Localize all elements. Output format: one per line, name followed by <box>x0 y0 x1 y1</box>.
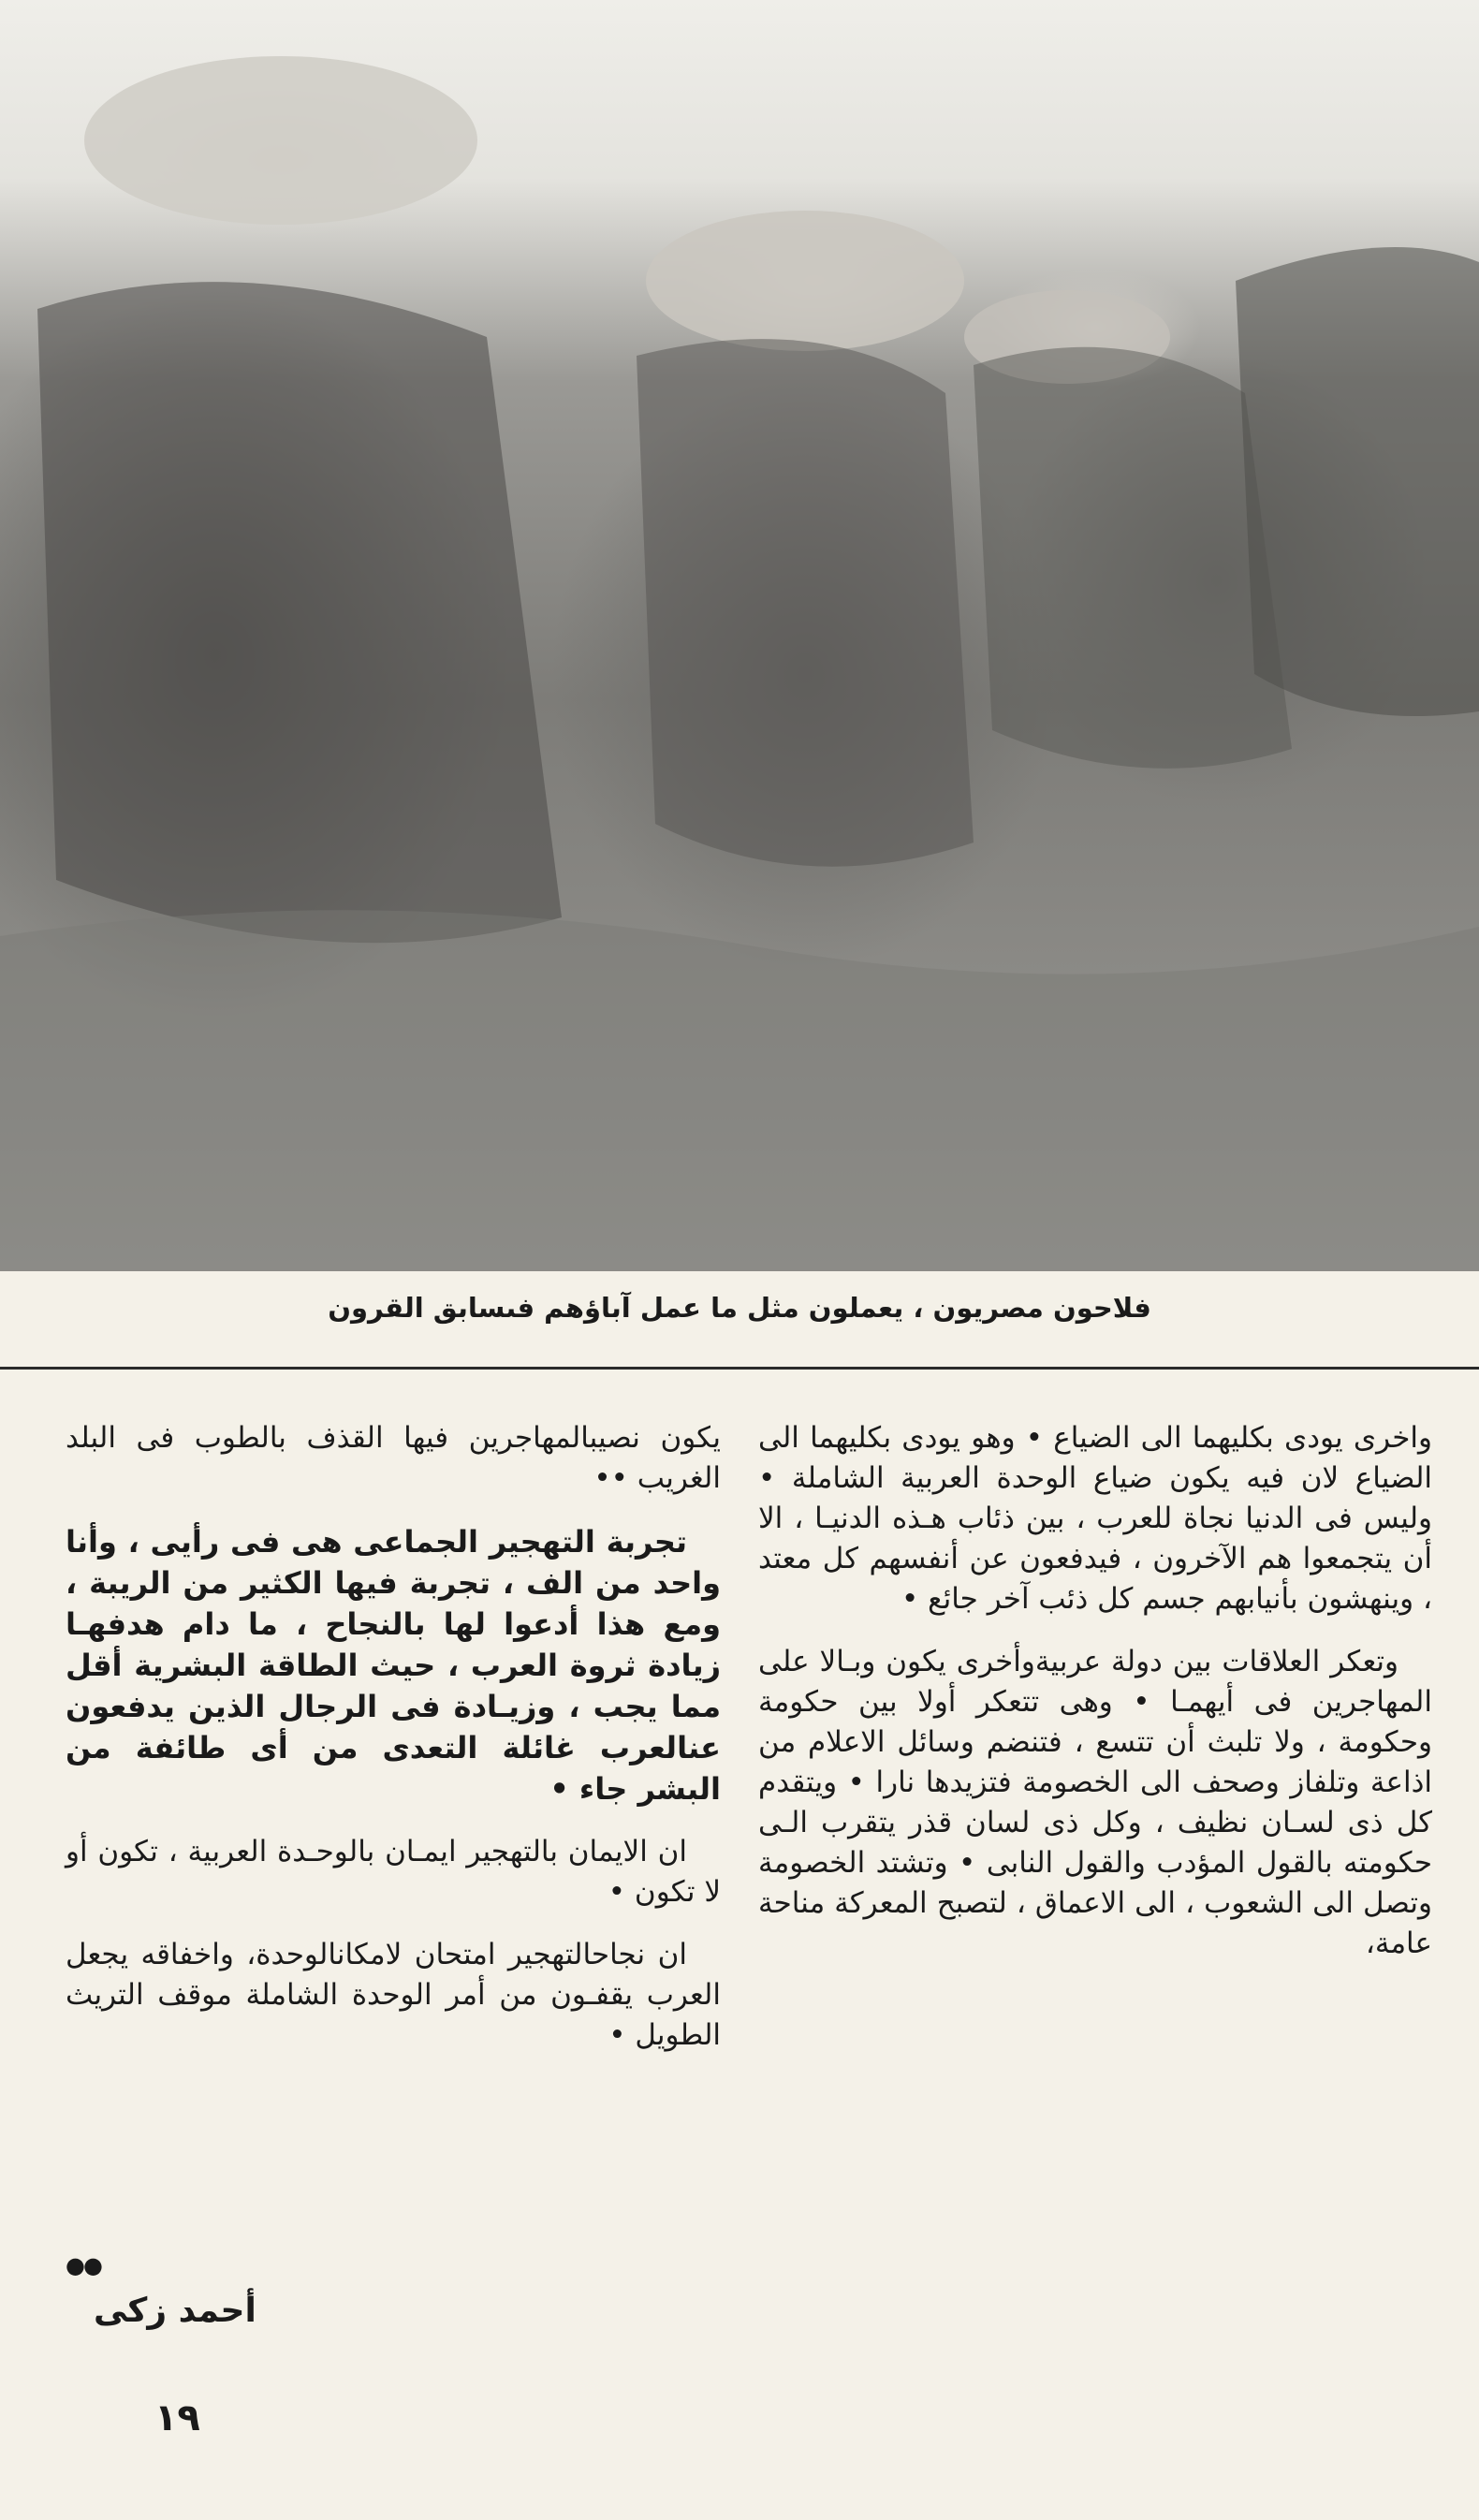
paragraph: وتعكر العلاقات بين دولة عربيةوأخرى يكون وبـالا على المهاجرين فى أيهمـا • وهى تتعكر أولا بين حكومة وحكومة ، ولا تلبث أن تتسع ، فتنضم وسائل الاعلام من اذاعة وتلفاز وصحف الى الخصومة فتزيدها نارا • ويتقدم كل ذى لسـان نظيف ، وكل ذى لسان قذر يتقرب الـى حكومته بالقول المؤدب والقول النابى • وتشتد الخصومة وتصل الى الشعوب ، الى الاعماق ، لتصبح المعركة مناحة عامة، <box>758 1645 1432 1960</box>
paragraph: واخرى يودى بكليهما الى الضياع • وهو يودى بكليهما الى الضياع لان فيه يكون ضياع الوحدة العربية الشاملة • وليس فى الدنيا نجاة للعرب ، بين ذئاب هـذه الدنيـا ، الا أن يتجمعوا هم الآخرون ، فيدفعون عن أنفسهم كل معتد ، وينهشون بأنيابهم جسم كل ذئب آخر جائع • <box>758 1421 1432 1616</box>
photo-caption: فلاحون مصريون ، يعملون مثل ما عمل آباؤهم فىسابق القرون <box>328 1292 1151 1324</box>
grass-texture <box>0 910 1479 1271</box>
page-number: ١٩ <box>154 2396 200 2439</box>
figure-shape <box>1236 247 1479 716</box>
left-column <box>66 1418 721 2078</box>
paragraph: ان الايمان بالتهجير ايمـان بالوحـدة العربية ، تكون أو لا تكون • <box>66 1835 721 1909</box>
figure-shape <box>637 339 974 867</box>
hat-shape <box>646 211 964 351</box>
end-mark: ●● <box>66 2252 101 2278</box>
divider <box>0 1367 1479 1370</box>
highlighted-paragraph: تجربة التهجير الجماعى هى فى رأيى ، وأنا واحد من الف ، تجربة فيها الكثير من الريبة ، ومع هذا أدعوا لها بالنجاح ، ما دام هدفهـا زيادة ثروة العرب ، حيث الطاقة البشرية أقل مما يجب ، وزيـادة فى الرجال الذين يدفعون عنالعرب غائلة التعدى من أى طائفة من البشر جاء • <box>66 1524 721 1807</box>
right-column <box>758 1418 1432 1986</box>
paragraph: ان نجاحالتهجير امتحان لامكانالوحدة، واخفاقه يجعل العرب يقفـون من أمر الوحدة الشاملة موقف التريث الطويل • <box>66 1938 721 2052</box>
paragraph: يكون نصيبالمهاجرين فيها القذف بالطوب فى البلد الغريب •• <box>66 1421 721 1495</box>
author-name: أحمد زكى <box>94 2292 256 2330</box>
figure-shape <box>37 282 562 943</box>
hat-shape <box>84 56 477 225</box>
